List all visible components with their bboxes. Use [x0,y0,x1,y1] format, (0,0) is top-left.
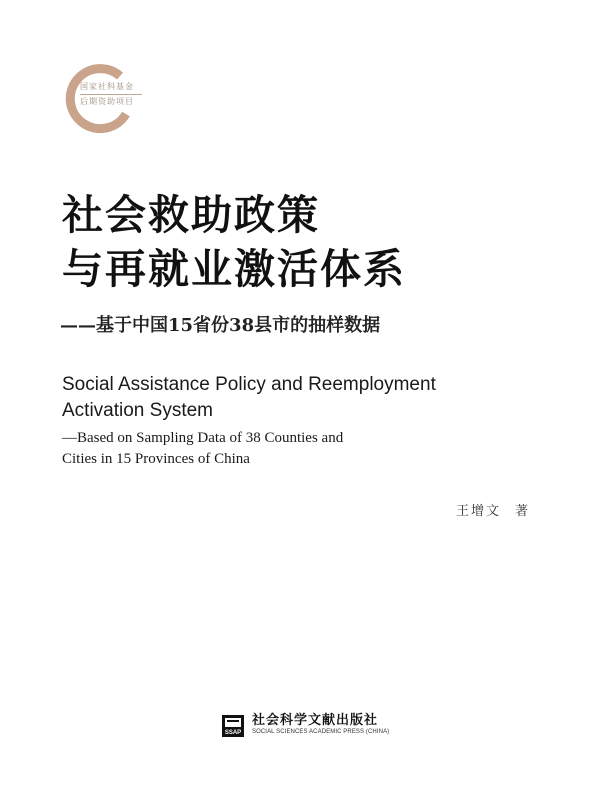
fund-badge [80,81,150,108]
author-name: 王增文 [456,504,502,519]
badge-line-1: 国家社科基金 [80,82,134,91]
author-credit [456,500,530,519]
publisher-name-cn: 社会科学文献出版社 [252,713,379,728]
book-subtitle-cn: ——基于中国15省份38县市的抽样数据 [60,315,381,336]
title-cn-line-1: 社会救助政策 [62,191,320,239]
title-en-line-2: Activation System [62,400,213,421]
book-title-cn [62,188,406,296]
svg-text:SSAP: SSAP [224,729,242,736]
subtitle-en-line-2: Cities in 15 Provinces of China [62,451,250,467]
badge-divider [80,94,142,95]
publisher-logo-icon [222,715,244,737]
title-en-line-1: Social Assistance Policy and Reemployment [62,374,436,395]
author-role: 著 [515,504,531,519]
book-title-en [62,372,436,424]
badge-line-2: 后期资助项目 [80,97,134,106]
publisher-name-en: SOCIAL SCIENCES ACADEMIC PRESS (CHINA) [252,729,390,735]
publisher [222,714,389,737]
subtitle-en-line-1: —Based on Sampling Data of 38 Counties and [62,430,344,446]
title-cn-line-2: 与再就业激活体系 [62,245,406,293]
book-subtitle-en [62,428,343,470]
